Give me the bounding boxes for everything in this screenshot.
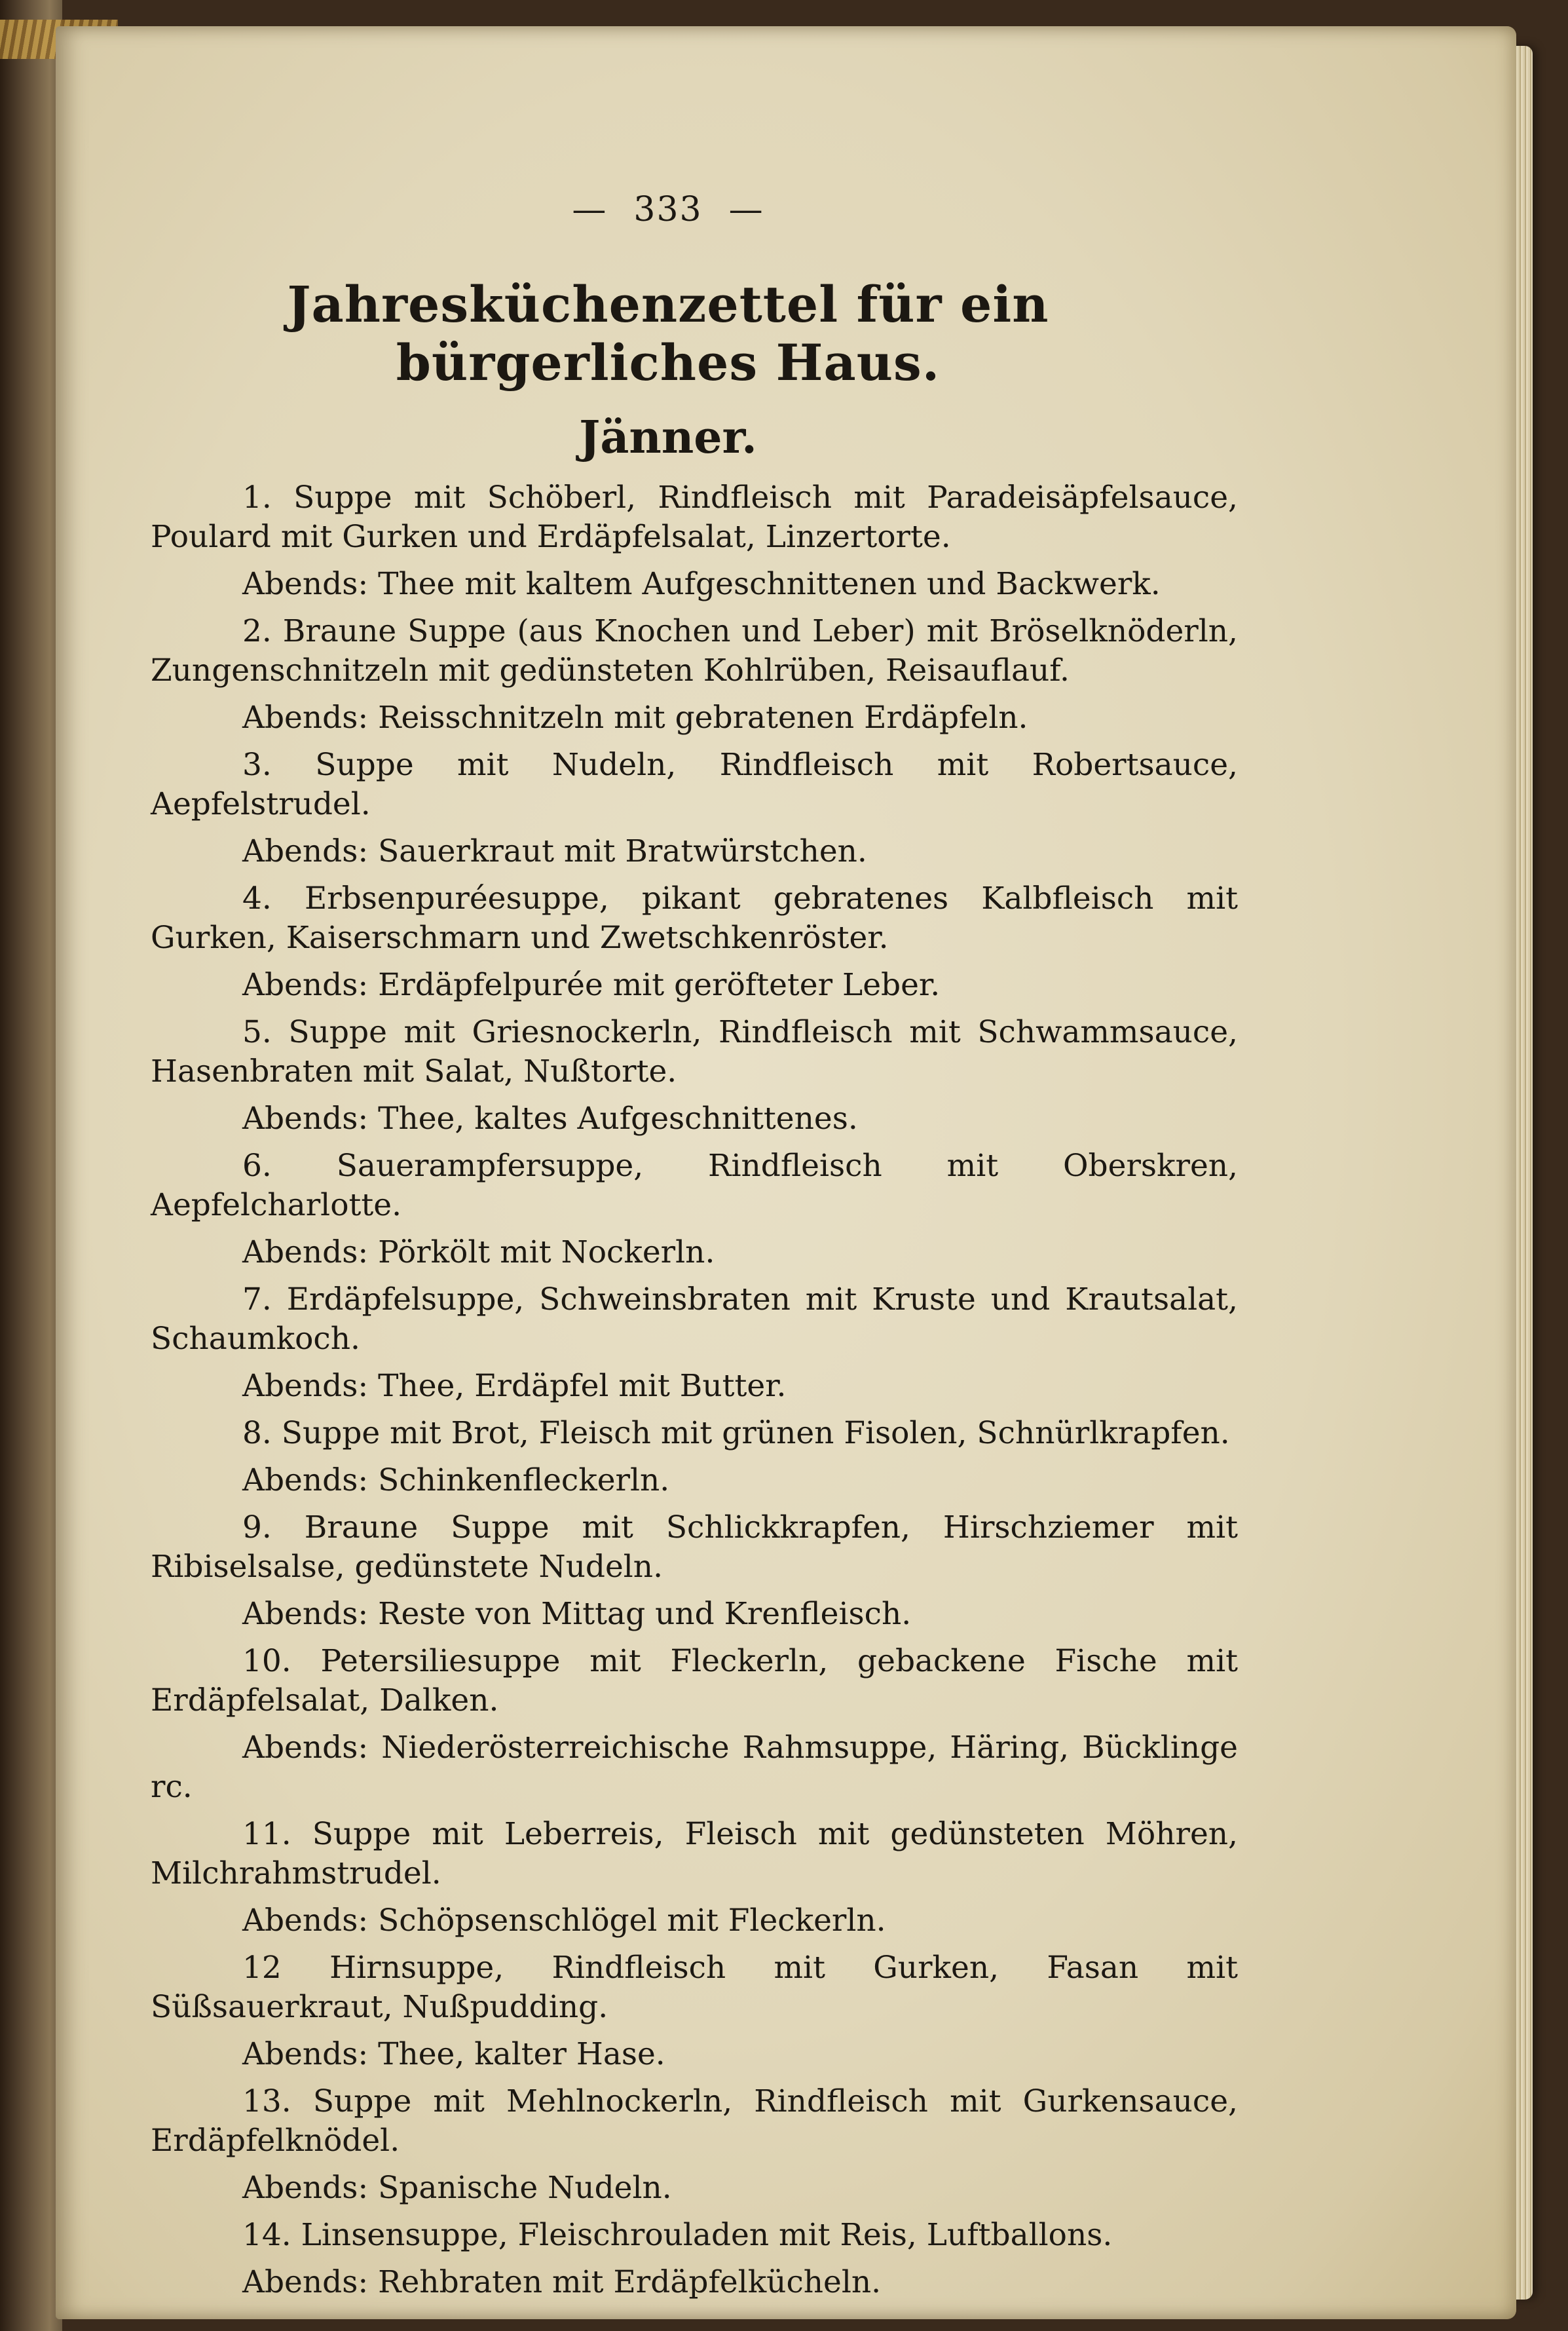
menu-text: 4. Erbsenpuréesuppe, pikant gebratenes Kalbfleisch mit Gurken, Kaiserschmarn und Zwetschkenröster. <box>151 881 1238 956</box>
menu-text: 1. Suppe mit Schöberl, Rindfleisch mit Paradeisäpfelsauce, Poulard mit Gurken und Erdäpfelsalat, Linzertorte. <box>151 480 1238 555</box>
menu-entry-10 <box>151 1642 1238 1807</box>
evening-text: Abends: Schinkenfleckerln. <box>242 1462 670 1498</box>
evening-text: Abends: Spanische Nudeln. <box>242 2170 672 2206</box>
menu-entry-3 <box>151 746 1238 871</box>
page-number: — 333 — <box>572 190 764 229</box>
menu-text: 6. Sauerampfersuppe, Rindfleisch mit Oberskren, Aepfelcharlotte. <box>151 1148 1238 1223</box>
menu-text: 3. Suppe mit Nudeln, Rindfleisch mit Robertsauce, Aepfelstrudel. <box>151 747 1238 822</box>
evening-text: Abends: Thee, kaltes Aufgeschnittenes. <box>242 1101 858 1137</box>
menu-entry-7 <box>151 1280 1238 1406</box>
menu-list <box>151 478 1238 2302</box>
evening-text: Abends: Thee mit kaltem Aufgeschnittenen und Backwerk. <box>242 566 1161 602</box>
menu-entry-2 <box>151 612 1238 738</box>
menu-entry-11 <box>151 1815 1238 1941</box>
menu-text: 12 Hirnsuppe, Rindfleisch mit Gurken, Fasan mit Süßsauerkraut, Nußpudding. <box>151 1950 1238 2025</box>
previous-page-edge <box>0 0 62 2331</box>
evening-text: Abends: Rehbraten mit Erdäpfelkücheln. <box>242 2264 882 2300</box>
page-title: Jahresküchenzettel für ein bürgerliches Haus. <box>287 275 1049 392</box>
menu-entry-4 <box>151 879 1238 1005</box>
menu-text: 8. Suppe mit Brot, Fleisch mit grünen Fisolen, Schnürlkrapfen. <box>242 1415 1230 1451</box>
menu-text: 14. Linsensuppe, Fleischrouladen mit Reis, Luftballons. <box>242 2217 1113 2253</box>
menu-entry-9 <box>151 1508 1238 1634</box>
menu-entry-5 <box>151 1013 1238 1139</box>
evening-text: Abends: Thee, Erdäpfel mit Butter. <box>242 1368 787 1404</box>
menu-entry-12 <box>151 1948 1238 2074</box>
menu-entry-14 <box>151 2216 1238 2302</box>
evening-text: Abends: Thee, kalter Hase. <box>242 2036 665 2072</box>
evening-text: Abends: Erdäpfelpurée mit geröfteter Leber. <box>242 967 941 1003</box>
evening-text: Abends: Reisschnitzeln mit gebratenen Erdäpfeln. <box>242 700 1028 736</box>
menu-text: 11. Suppe mit Leberreis, Fleisch mit gedünsteten Möhren, Milchrahmstrudel. <box>151 1816 1238 1891</box>
menu-entry-1 <box>151 478 1238 604</box>
menu-entry-6 <box>151 1147 1238 1272</box>
evening-text: Abends: Reste von Mittag und Krenfleisch. <box>242 1596 912 1632</box>
menu-text: 7. Erdäpfelsuppe, Schweinsbraten mit Kruste und Krautsalat, Schaumkoch. <box>151 1281 1238 1357</box>
month-heading: Jänner. <box>579 411 757 464</box>
menu-text: 13. Suppe mit Mehlnockerln, Rindfleisch mit Gurkensauce, Erdäpfelknödel. <box>151 2083 1238 2159</box>
evening-text: Abends: Sauerkraut mit Bratwürstchen. <box>242 833 867 869</box>
menu-text: 10. Petersiliesuppe mit Fleckerln, gebackene Fische mit Erdäpfelsalat, Dalken. <box>151 1643 1238 1718</box>
page-content <box>151 190 1238 2310</box>
menu-text: 5. Suppe mit Griesnockerln, Rindfleisch mit Schwammsauce, Hasenbraten mit Salat, Nußtorte. <box>151 1014 1238 1090</box>
menu-text: 2. Braune Suppe (aus Knochen und Leber) mit Bröselknöderln, Zungenschnitzeln mit gedünsteten Kohlrüben, Reisauflauf. <box>151 613 1238 689</box>
evening-text: Abends: Pörkölt mit Nockerln. <box>242 1234 715 1270</box>
menu-entry-8 <box>151 1414 1238 1500</box>
menu-entry-13 <box>151 2082 1238 2208</box>
evening-text: Abends: Schöpsenschlögel mit Fleckerln. <box>242 1903 886 1939</box>
menu-text: 9. Braune Suppe mit Schlickkrapfen, Hirschziemer mit Ribiselsalse, gedünstete Nudeln. <box>151 1509 1238 1585</box>
evening-text: Abends: Niederösterreichische Rahmsuppe, Häring, Bücklinge rc. <box>151 1730 1238 1805</box>
